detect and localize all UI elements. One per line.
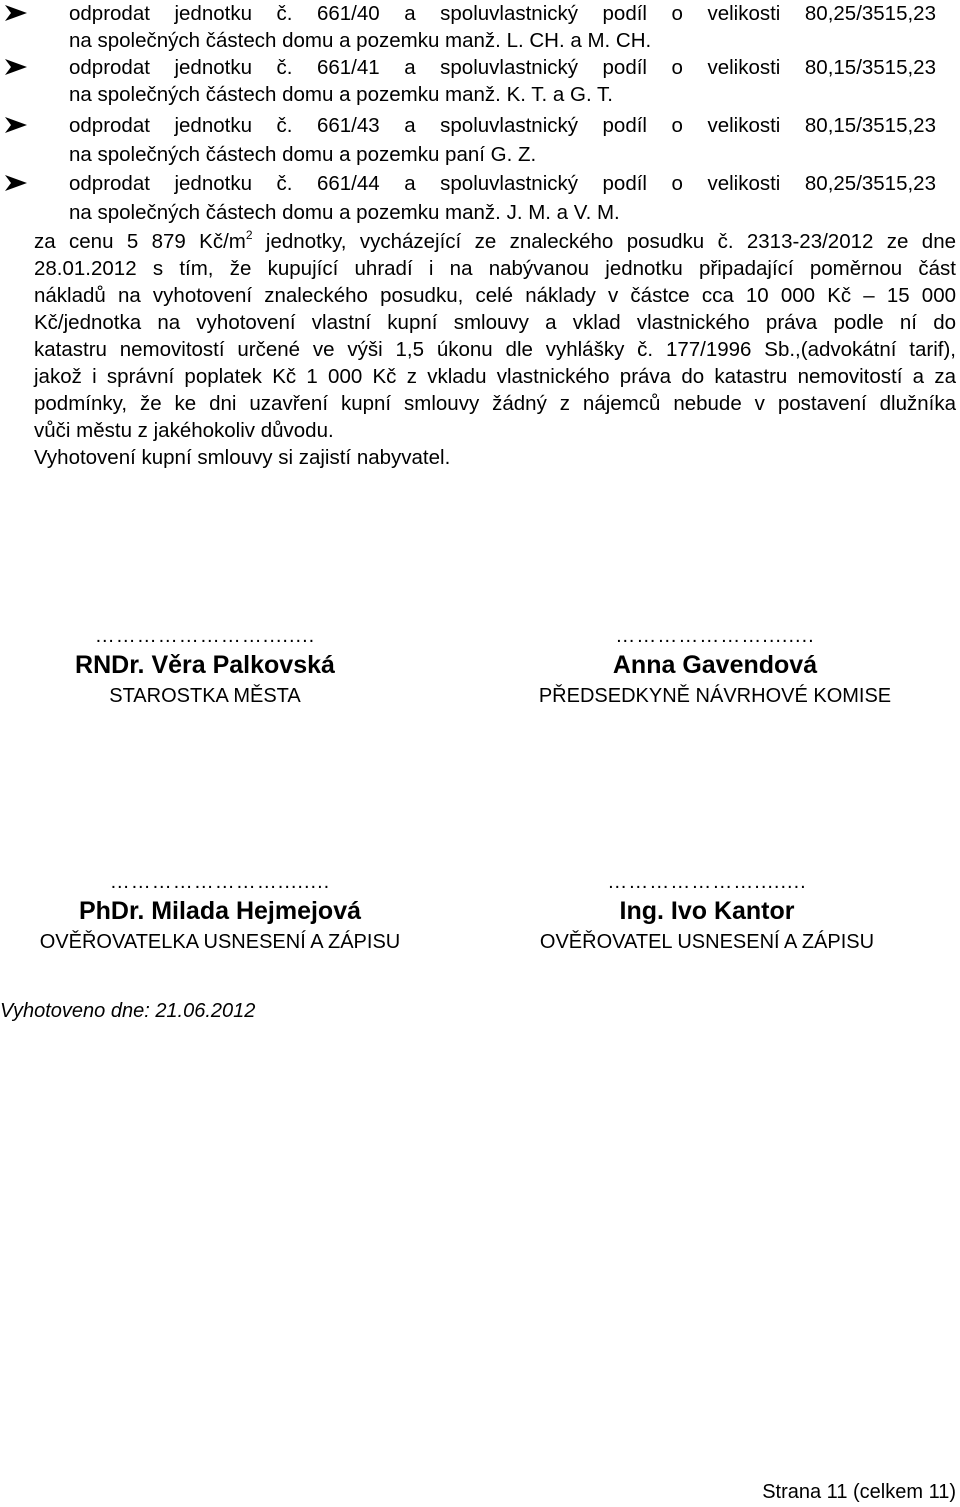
arrow-bullet-icon bbox=[4, 4, 30, 22]
bullet-text-line: na společných částech domu a pozemku manž. J. M. a V. M. bbox=[69, 201, 620, 224]
paragraph-line: nákladů na vyhotovení znaleckého posudku, celé náklady v částce cca 10 000 Kč – 15 000 bbox=[34, 284, 956, 307]
signatory-name: Anna Gavendová bbox=[612, 651, 818, 679]
signatory-role: STAROSTKA MĚSTA bbox=[109, 685, 301, 707]
signatory-role: OVĚŘOVATEL USNESENÍ A ZÁPISU bbox=[539, 931, 875, 953]
paragraph-line: Kč/jednotka na vyhotovení vlastní kupní smlouvy a vklad vlastnického práva podle ní do bbox=[34, 311, 956, 334]
signatory-role: OVĚŘOVATELKA USNESENÍ A ZÁPISU bbox=[39, 931, 401, 953]
signature-dots: ……………………........ bbox=[94, 625, 316, 647]
paragraph-line: jakož i správní poplatek Kč 1 000 Kč z vkladu vlastnického práva do katastru nemovitostí a za bbox=[34, 365, 956, 388]
paragraph-line: vůči městu z jakéhokoliv důvodu. bbox=[34, 419, 334, 442]
signatory-role: PŘEDSEDKYNĚ NÁVRHOVÉ KOMISE bbox=[538, 685, 892, 707]
signature-dots: …………………........ bbox=[615, 625, 815, 647]
page-number: Strana 11 (celkem 11) bbox=[762, 1481, 956, 1503]
arrow-bullet-icon bbox=[4, 116, 30, 134]
bullet-text-line: na společných částech domu a pozemku manž. K. T. a G. T. bbox=[69, 83, 613, 106]
arrow-bullet-icon bbox=[4, 58, 30, 76]
signature-dots: …………………........ bbox=[607, 871, 807, 893]
arrow-bullet-icon bbox=[4, 174, 30, 192]
paragraph-closing: Vyhotovení kupní smlouvy si zajistí nabyvatel. bbox=[34, 446, 451, 469]
signature-block bbox=[40, 624, 370, 710]
paragraph-line: podmínky, že ke dni uzavření kupní smlouvy žádný z nájemců nebude v postavení dlužníka bbox=[34, 392, 956, 415]
document-date: Vyhotoveno dne: 21.06.2012 bbox=[0, 1000, 256, 1022]
bullet-text-line: odprodat jednotku č. 661/44 a spoluvlastnický podíl o velikosti 80,25/3515,23 bbox=[69, 172, 936, 195]
signatory-name: RNDr. Věra Palkovská bbox=[75, 651, 335, 679]
signature-block bbox=[0, 870, 440, 956]
bullet-text-line: na společných částech domu a pozemku manž. L. CH. a M. CH. bbox=[69, 29, 652, 52]
paragraph-line: za cenu 5 879 $Kč/m^2$ jednotky, vycházející ze znaleckého posudku č. 2313-23/2012 ze dne bbox=[34, 228, 956, 253]
signature-block bbox=[505, 870, 909, 956]
bullet-text-line: odprodat jednotku č. 661/43 a spoluvlastnický podíl o velikosti 80,15/3515,23 bbox=[69, 114, 936, 137]
superscript: 2 bbox=[245, 228, 253, 242]
signature-block bbox=[505, 624, 925, 710]
bullet-text-line: odprodat jednotku č. 661/41 a spoluvlastnický podíl o velikosti 80,15/3515,23 bbox=[69, 56, 936, 79]
bullet-text-line: na společných částech domu a pozemku paní G. Z. bbox=[69, 143, 537, 166]
paragraph-line: 28.01.2012 s tím, že kupující uhradí i na nabývanou jednotku připadající poměrnou část bbox=[34, 257, 956, 280]
bullet-text-line: odprodat jednotku č. 661/40 a spoluvlastnický podíl o velikosti 80,25/3515,23 bbox=[69, 2, 936, 25]
paragraph-line: katastru nemovitostí určené ve výši 1,5 úkonu dle vyhlášky č. 177/1996 Sb.,(advokátní tarif), bbox=[34, 338, 956, 361]
signature-dots: ……………………........ bbox=[109, 871, 331, 893]
signatory-name: PhDr. Milada Hejmejová bbox=[78, 897, 362, 925]
signatory-name: Ing. Ivo Kantor bbox=[619, 897, 795, 925]
